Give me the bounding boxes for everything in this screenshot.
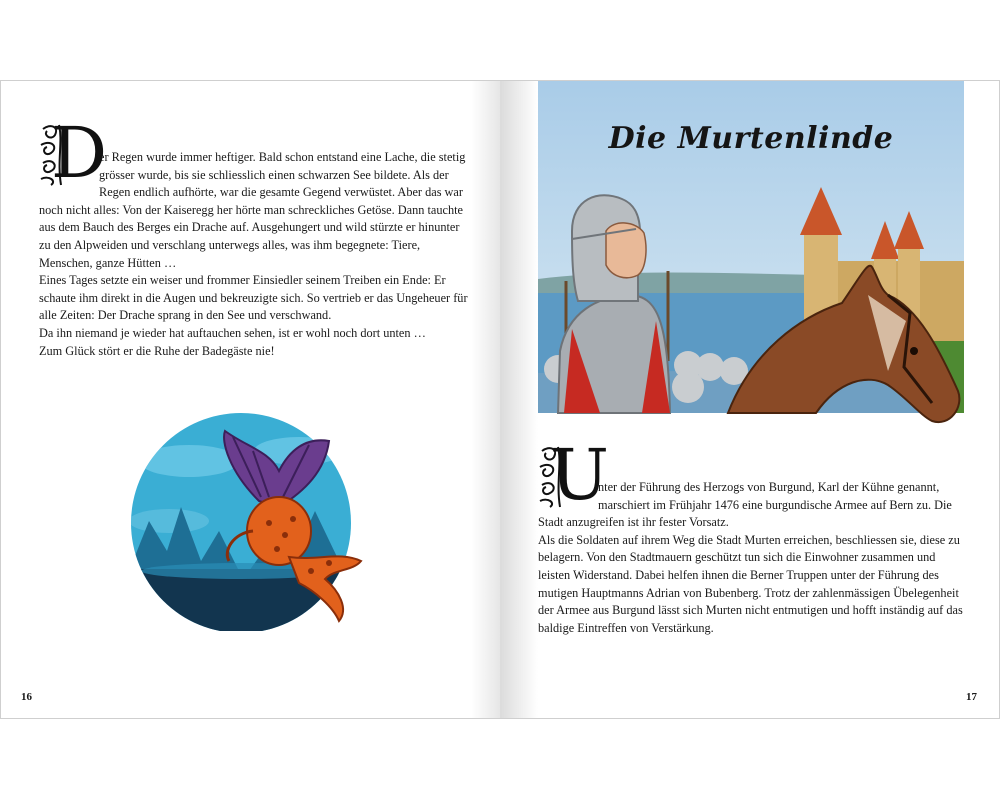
dragon-illustration (129, 411, 369, 631)
dropcap-letter: D (51, 112, 108, 194)
right-story-text (538, 434, 968, 637)
paragraph: nter der Führung des Herzogs von Burgund, Karl der Kühne genannt, marschiert im Frühjahr 1476 eine burgundische Armee auf Bern zu. Die Stadt anzugreifen ist ihr fester Vorsatz. (538, 480, 952, 530)
dropcap-d (37, 112, 108, 194)
gutter-shadow (471, 81, 501, 718)
dropcap-letter: U (550, 434, 609, 516)
left-story-text (39, 112, 469, 360)
paragraph: er Regen wurde immer heftiger. Bald schon entstand eine Lache, die stetig grösser wurde, bis sie schliesslich einen schwarzen See bildete. Als der Regen endlich aufhörte, war die gesamte Gegend verwüstet. Aber das war noch nicht alles: Von der Kaiseregg her hörte man schreckliches Getöse. Dann tauchte aus dem Bauch des Berges ein Drache auf. Ausgehungert und wild stürzte er hinunter zu den Alpweiden und verschlang unterwegs alles, was ihm begegnete: Tiere, Menschen, ganze Hütten … (39, 150, 466, 270)
paragraph: Zum Glück stört er die Ruhe der Badegäste nie! (39, 343, 275, 358)
dropcap-u (536, 434, 609, 516)
right-page (500, 81, 1000, 718)
story-title: Die Murtenlinde (608, 121, 894, 156)
page-number-left: 16 (21, 691, 32, 703)
left-page (0, 81, 501, 718)
paragraph: Da ihn niemand je wieder hat auftauchen sehen, ist er wohl noch dort unten … (39, 325, 426, 340)
paragraph: Eines Tages setzte ein weiser und frommer Einsiedler seinem Treiben ein Ende: Er schaute ihm direkt in die Augen und bekreuzigte sich. So vertrieb er das Ungeheuer für alle Zeiten: Der Drache sprang in den See und verschwand. (39, 273, 468, 323)
gutter-shadow (500, 81, 538, 718)
paragraph: Als die Soldaten auf ihrem Weg die Stadt Murten erreichen, beschliessen sie, diese zu belagern. Von den Stadtmauern geschützt tun sich die Einwohner zusammen und leisten Widerstand. Dabei helfen ihnen die Berner Truppen unter der Führung des mutigen Hauptmanns Adrian von Bubenberg. Trotz der zahlenmässigen Übelegenheit der Armee aus Burgund lässt sich Murten nicht entmutigen und hofft inständig auf das baldige Eintreffen von Verstärkung. (538, 532, 963, 635)
page-number-right: 17 (966, 691, 977, 703)
book-spread (0, 80, 1000, 719)
